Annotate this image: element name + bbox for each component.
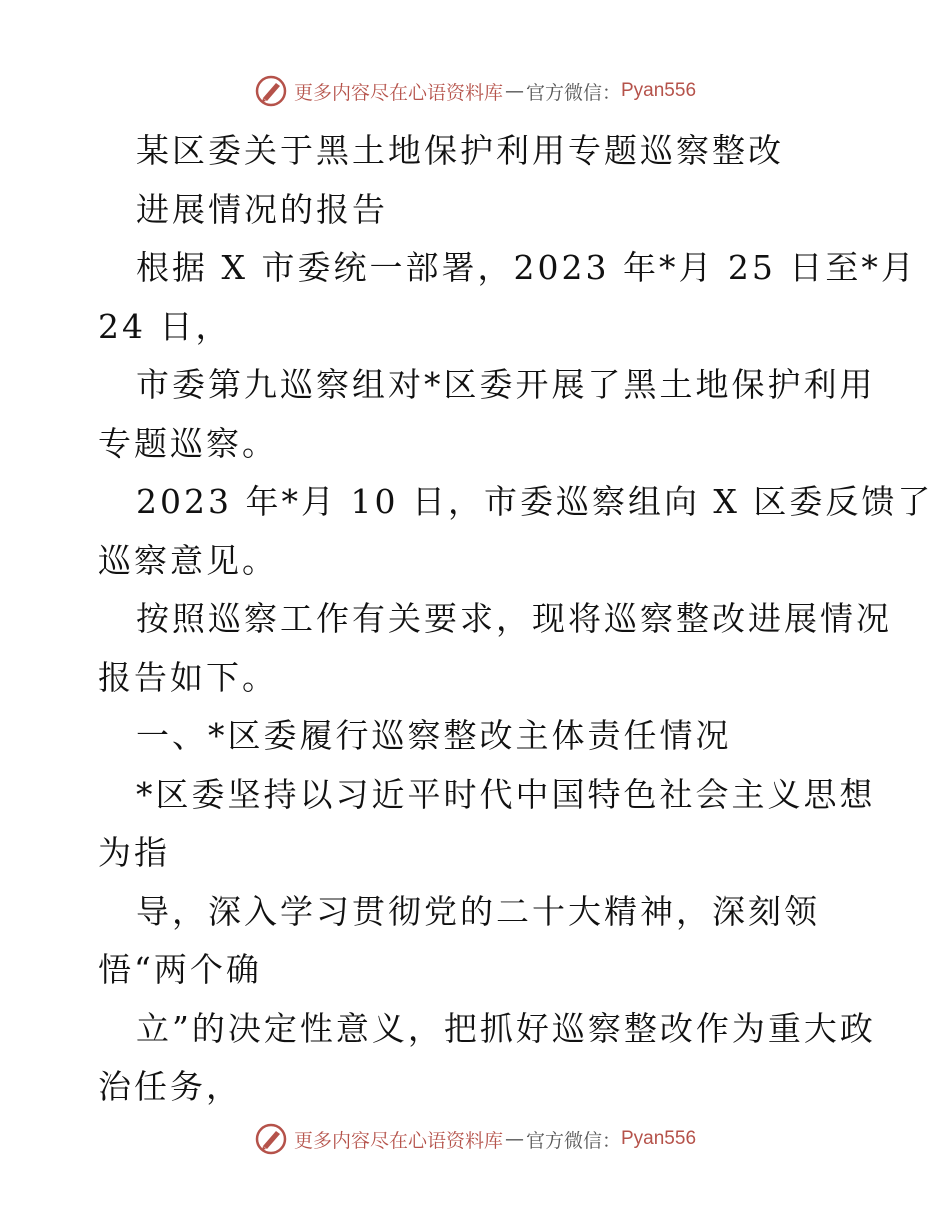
watermark-handle: Pyan556 <box>621 1128 697 1149</box>
doc-section-heading: 一、*区委履行巡察整改主体责任情况 <box>136 716 732 755</box>
doc-line: 立”的决定性意义，把抓好巡察整改作为重大政 <box>136 1008 876 1048</box>
doc-line: 治任务， <box>98 1067 242 1106</box>
doc-line: 导，深入学习贯彻党的二十大精神，深刻领 <box>136 891 820 931</box>
doc-line: 市委第九巡察组对*区委开展了黑土地保护利用 <box>136 365 876 404</box>
watermark-banner-bottom <box>0 1119 950 1159</box>
doc-title-line-1: 某区委关于黑土地保护利用专题巡察整改 <box>136 131 784 170</box>
doc-line: 专题巡察。 <box>98 423 278 463</box>
doc-line: 24 日， <box>98 306 232 346</box>
doc-line: 报告如下。 <box>98 657 278 697</box>
watermark-handle: Pyan556 <box>621 80 697 101</box>
doc-line: 根据 X 市委统一部署，2023 年*月 25 日至*月 <box>136 248 917 287</box>
doc-line: 巡察意见。 <box>98 540 278 580</box>
watermark-site-text: 更多内容尽在心语资料库 <box>293 81 503 104</box>
doc-line: 为指 <box>98 833 170 872</box>
doc-line: 悟“两个确 <box>98 950 262 989</box>
doc-line: 2023 年*月 10 日，市委巡察组向 X 区委反馈了 <box>136 482 934 521</box>
watermark-channel-text: 官方微信： <box>525 81 621 104</box>
doc-title-line-2: 进展情况的报告 <box>136 189 388 229</box>
doc-line: 按照巡察工作有关要求，现将巡察整改进展情况 <box>136 599 892 638</box>
watermark-site-text: 更多内容尽在心语资料库 <box>293 1129 503 1152</box>
doc-line: *区委坚持以习近平时代中国特色社会主义思想 <box>136 774 876 814</box>
document-body <box>98 122 934 1117</box>
watermark-channel-text: 官方微信： <box>525 1129 621 1152</box>
watermark-separator: — <box>504 80 524 102</box>
pen-circle-icon <box>254 74 288 108</box>
pen-circle-icon <box>254 1122 288 1156</box>
watermark-separator: — <box>504 1128 524 1150</box>
watermark-banner-top <box>0 71 950 111</box>
